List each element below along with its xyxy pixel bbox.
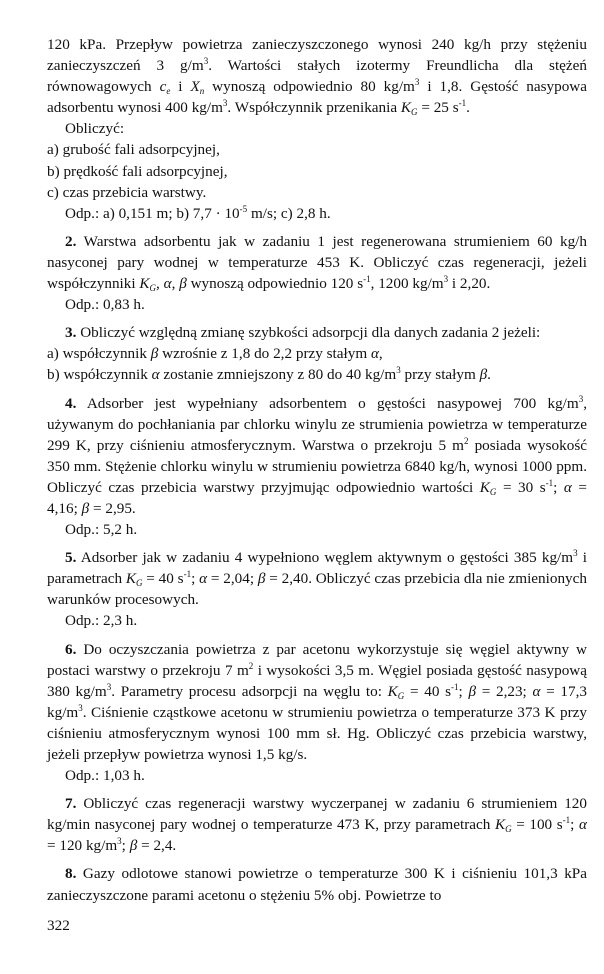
page-text	[47, 34, 587, 906]
list-item: c) czas przebicia warstwy.	[47, 183, 207, 201]
problem-1-text: 120 kPa. Przepływ powietrza zanieczyszczonego wynosi 240 kg/h przy stężeniu zanieczyszczeń 3 $g/m^3$. Wartości stałych izotermy Freundlicha dla stężeń równowagowych $c_e$ i $X_n$ wynoszą odpowiednio 80 $kg/m^3$ i 1,8. Gęstość nasypowa adsorbentu wynosi 400 $kg/m^3$. Współczynnik przenikania $K_G = 25$ $s^{-1}$.	[47, 36, 587, 118]
page-number: 322	[47, 917, 70, 934]
problem-4-text: 4. Adsorber jest wypełniany adsorbentem o gęstości nasypowej 700 $kg/m^3$, używanym do pochłaniania par chlorku winylu ze strumienia powietrza w temperaturze 299 K, przy ciśnieniu atmosferycznym. Warstwa o przekroju 5 $m^2$ posiada wysokość 350 mm. Stężenie chlorku winylu w strumieniu powietrza 6840 kg/h, wynosi 1000 ppm. Obliczyć czas przebicia warstwy przyjmując odpowiednio wartości $K_G = 30$ $s^{-1}$; α = 4,16; β = 2,95.	[47, 393, 587, 517]
answer: Odp.: 0,83 h.	[65, 296, 145, 314]
answer: Odp.: 1,03 h.	[65, 767, 145, 785]
answer: Odp.: 2,3 h.	[65, 612, 138, 630]
problem-3-text: 3. Obliczyć względną zmianę szybkości adsorpcji dla danych zadania 2 jeżeli:	[65, 324, 541, 342]
list-item: a) współczynnik β wzrośnie z 1,8 do 2,2 przy stałym α,	[47, 345, 383, 363]
problem-2-text: 2. Warstwa adsorbentu jak w zadaniu 1 jest regenerowana strumieniem 60 kg/h nasyconej pary wodnej w temperaturze 453 K. Obliczyć czas regeneracji, jeżeli współczynniki $K_G$, α, β wynoszą odpowiednio 120 $s^{-1}$, 1200 $kg/m^3$ i 2,20.	[47, 232, 587, 294]
problem-7-text: 7. Obliczyć czas regeneracji warstwy wyczerpanej w zadaniu 6 strumieniem 120 kg/min nasyconej pary wodnej o temperaturze 473 K, przy parametrach $K_G = 100$ $s^{-1}$; α = 120 $kg/m^3$; β = 2,4.	[47, 795, 587, 855]
list-item: b) współczynnik α zostanie zmniejszony z 80 do 40 $kg/m^3$ przy stałym β.	[47, 365, 491, 384]
problem-5-text: 5. Adsorber jak w zadaniu 4 wypełniono węglem aktywnym o gęstości 385 $kg/m^3$ i parametrach $K_G = 40$ $s^{-1}$; α = 2,04; β = 2,40. Obliczyć czas przebicia dla nie zmienionych warunków procesowych.	[47, 548, 587, 609]
answer: Odp.: a) 0,151 m; b) $7,7 \cdot 10^{-5}$ m/s; c) 2,8 h.	[65, 203, 331, 222]
problem-6-text: 6. Do oczyszczania powietrza z par acetonu wykorzystuje się węgiel aktywny w postaci warstwy o przekroju 7 $m^2$ i wysokości 3,5 m. Węgiel posiada gęstość nasypową 380 $kg/m^3$. Parametry procesu adsorpcji na węglu to: $K_G = 40$ $s^{-1}$; β = 2,23; α = 17,3 $kg/m^3$. Ciśnienie cząstkowe acetonu w strumieniu powietrza o temperaturze 373 K przy ciśnieniu atmosferycznym wynosi 100 mm sł. Hg. Obliczyć czas przebicia warstwy, jeżeli przepływ powietrza wynosi 1,5 kg/s.	[47, 640, 587, 763]
answer: Odp.: 5,2 h.	[65, 521, 138, 539]
problem-8-text: 8. Gazy odlotowe stanowi powietrze o temperaturze 300 K i ciśnieniu 101,3 kPa zanieczyszczone parami acetonu o stężeniu 5% obj. Powietrze to	[47, 865, 587, 904]
list-item: a) grubość fali adsorpcyjnej,	[47, 141, 220, 159]
obliczyc-label: Obliczyć:	[65, 120, 125, 138]
list-item: b) prędkość fali adsorpcyjnej,	[47, 162, 228, 180]
